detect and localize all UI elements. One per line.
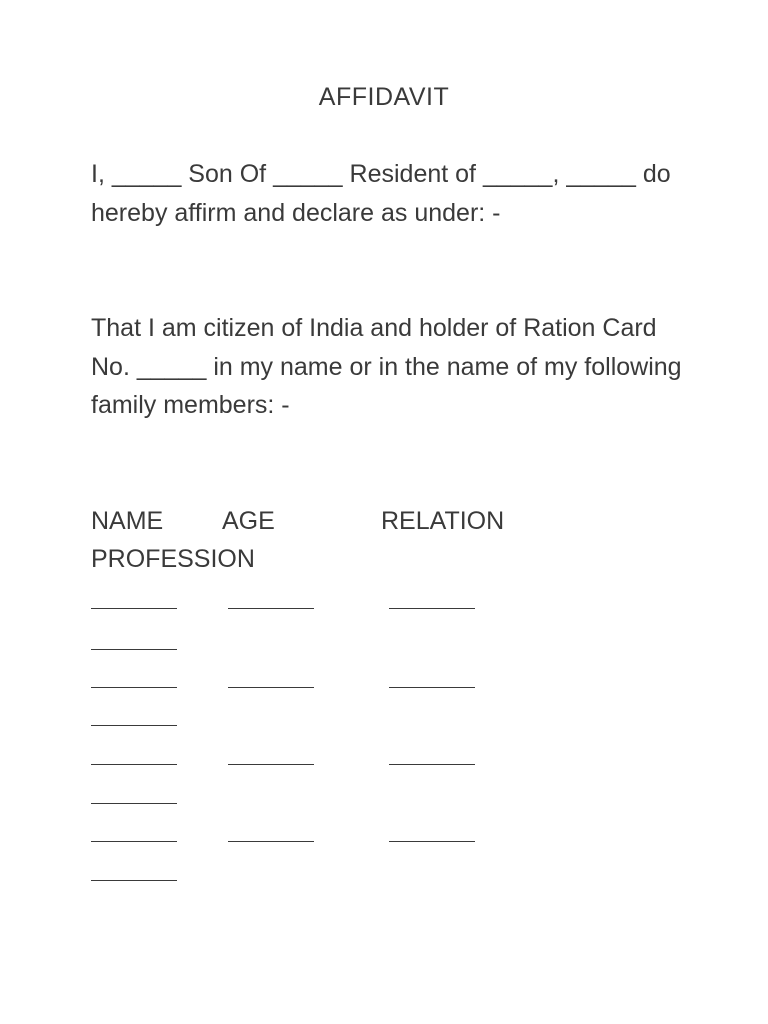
blank-age-1: [228, 608, 314, 609]
header-name: NAME: [91, 507, 164, 535]
declaration-paragraph: I, _____ Son Of _____ Resident of _____, _____ do hereby affirm and declare as under: -: [91, 160, 678, 227]
document-title: AFFIDAVIT: [318, 83, 450, 111]
blank-name-3: [91, 764, 177, 765]
blank-relation-3: [389, 764, 475, 765]
blank-age-3: [228, 764, 314, 765]
blank-age-2: [228, 687, 314, 688]
blank-profession-3: [91, 803, 177, 804]
blank-relation-2: [389, 687, 475, 688]
blank-profession-2: [91, 725, 177, 726]
blank-name-4: [91, 841, 177, 842]
header-age: AGE: [222, 507, 275, 535]
blank-age-4: [228, 841, 314, 842]
header-profession: PROFESSION: [91, 545, 255, 573]
blank-profession-4: [91, 880, 177, 881]
blank-name-1: [91, 608, 177, 609]
header-relation: RELATION: [381, 507, 505, 535]
citizenship-paragraph: That I am citizen of India and holder of Ration Card No. _____ in my name or in the name of my following family members: -: [91, 314, 689, 419]
blank-relation-4: [389, 841, 475, 842]
blank-profession-1: [91, 649, 177, 650]
blank-relation-1: [389, 608, 475, 609]
blank-name-2: [91, 687, 177, 688]
